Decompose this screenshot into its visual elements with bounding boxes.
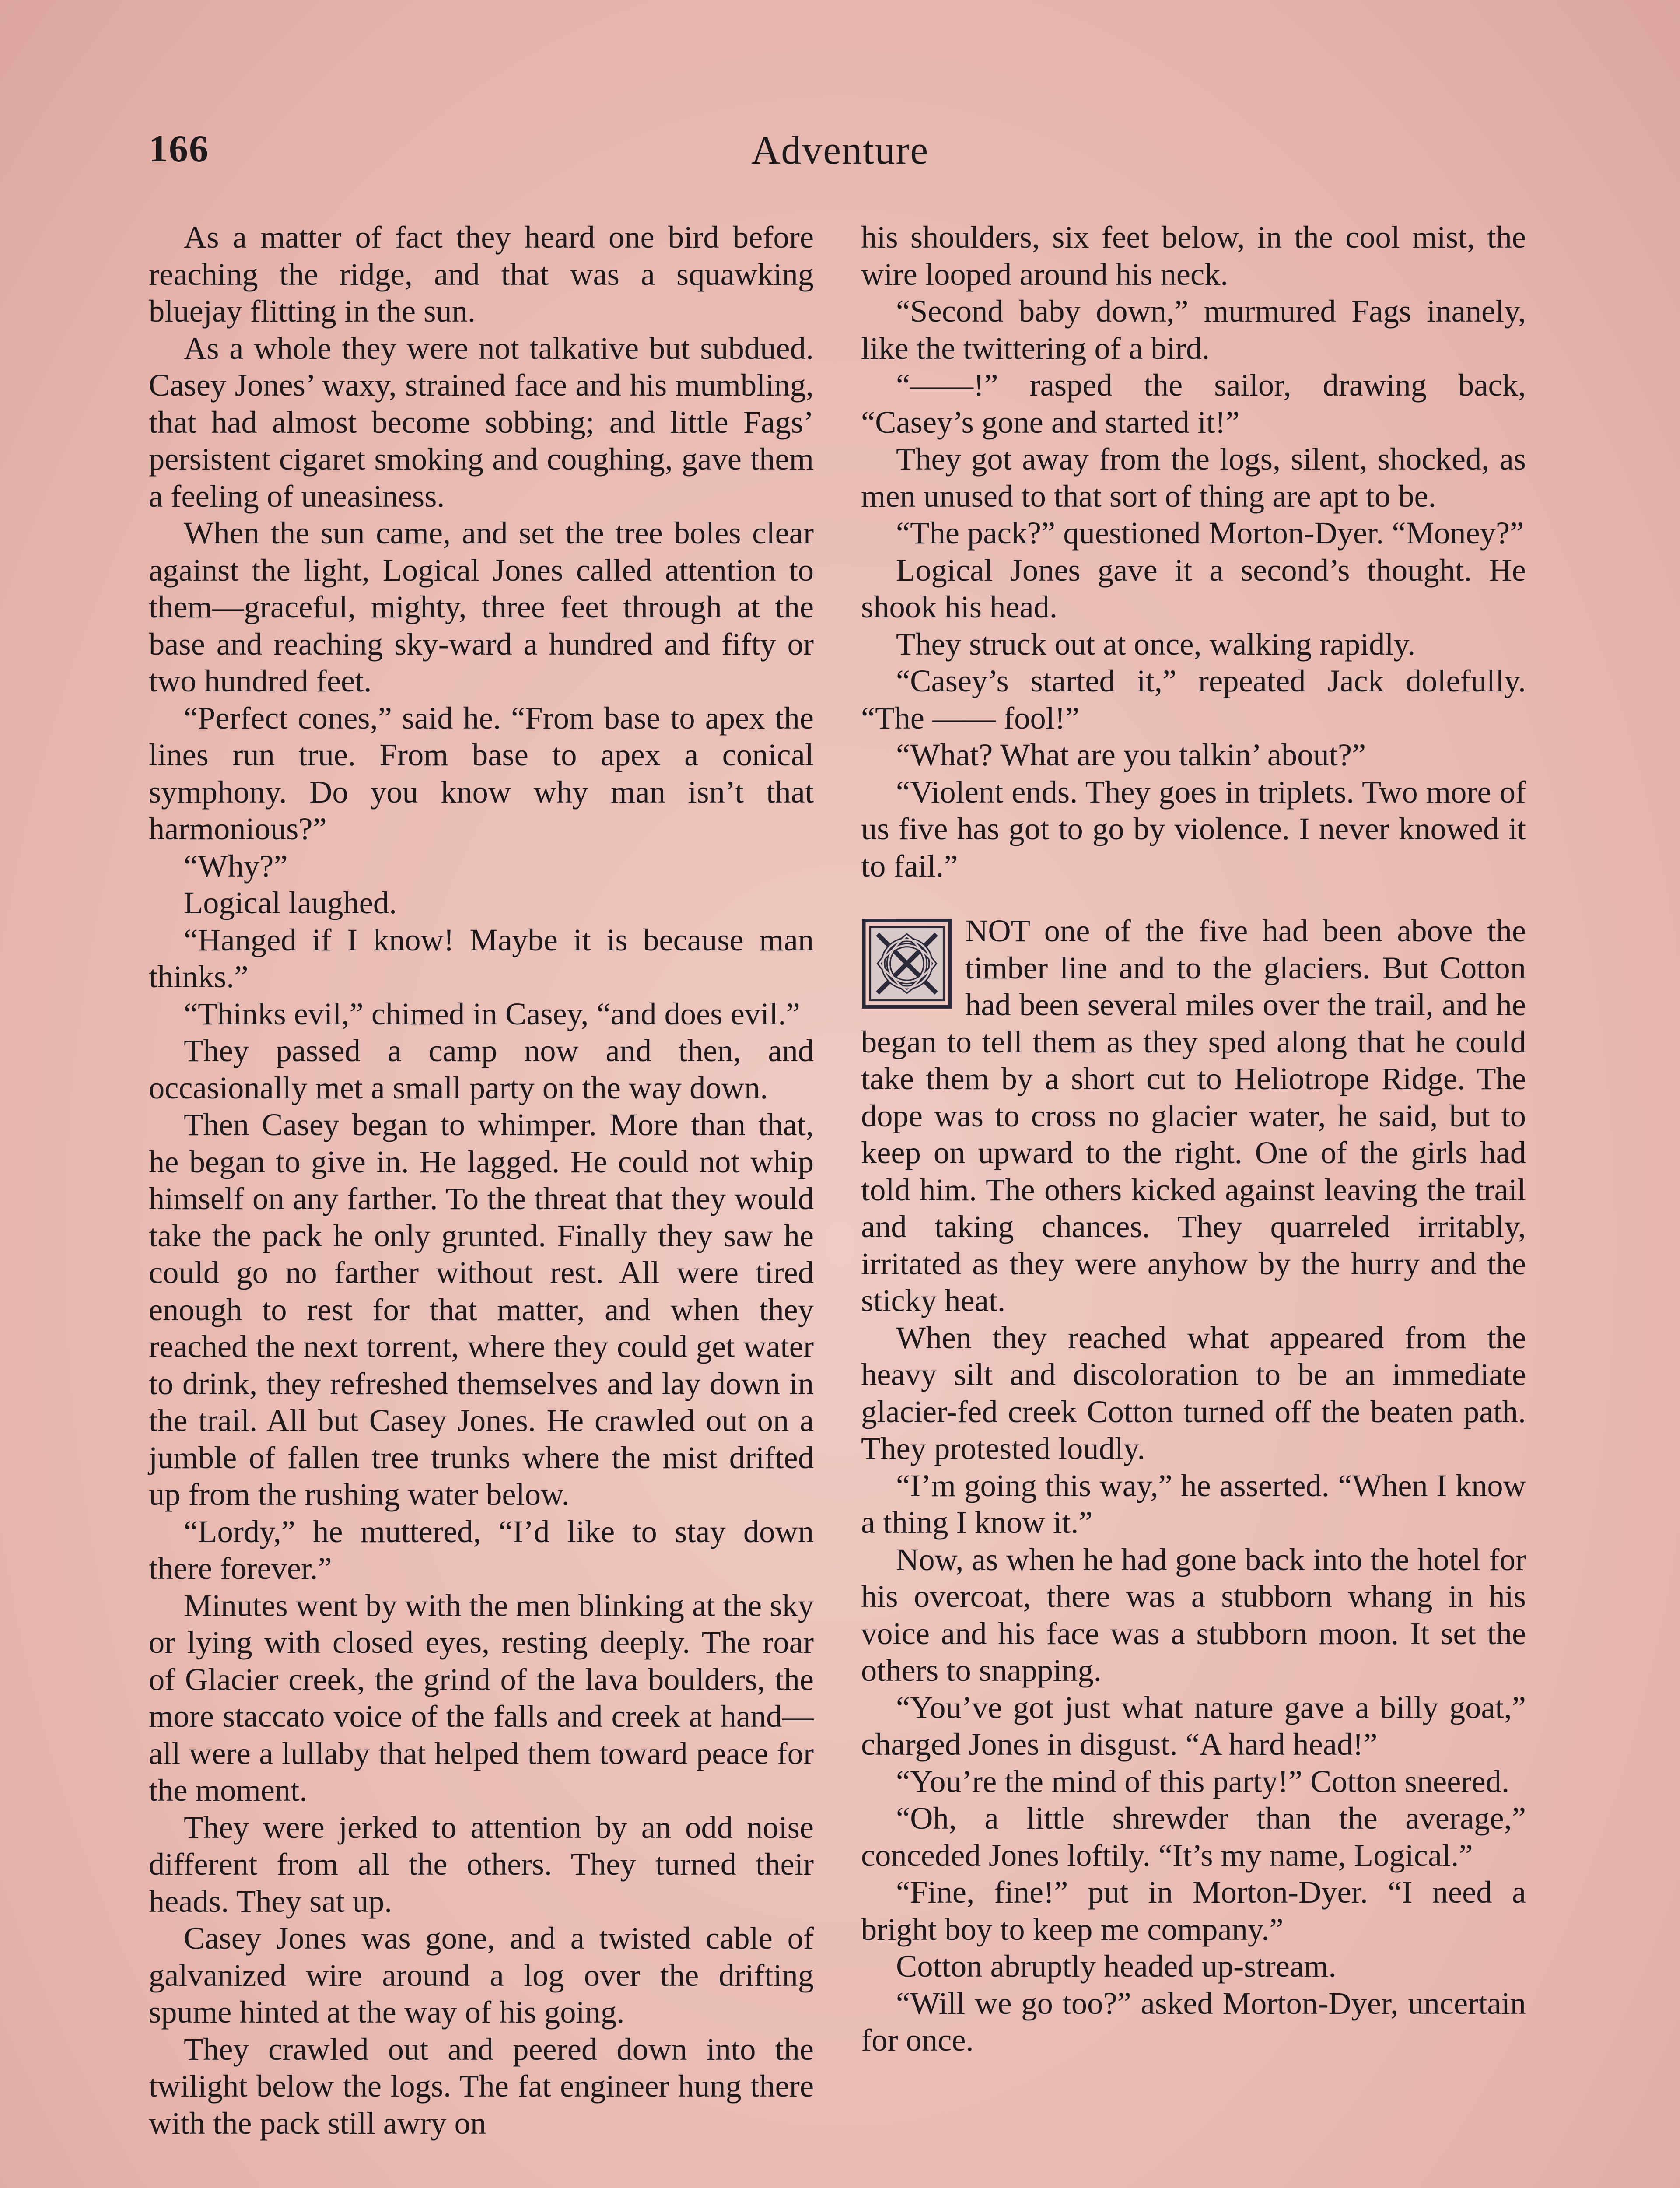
paragraph: They were jerked to attention by an odd noise different from all the others. They turned their heads. They sat up. <box>149 1809 814 1919</box>
page-number: 166 <box>149 128 209 170</box>
paragraph: Casey Jones was gone, and a twisted cable of galvanized wire around a log over the drifting spume hinted at the way of his going. <box>149 1920 814 2030</box>
paragraph: “——!” rasped the sailor, drawing back, “Casey’s gone and started it!” <box>861 367 1526 440</box>
paragraph: When they reached what appeared from the heavy silt and discoloration to be an immediate glacier-fed creek Cotton turned off the beaten path. They protested loudly. <box>861 1319 1526 1466</box>
paragraph: Now, as when he had gone back into the hotel for his overcoat, there was a stubborn whang in his voice and his face was a stubborn moon. It set the others to snapping. <box>861 1541 1526 1688</box>
paragraph: “Will we go too?” asked Morton-Dyer, uncertain for once. <box>861 1985 1526 2058</box>
paragraph: “Second baby down,” murmured Fags inanely, like the twittering of a bird. <box>861 293 1526 366</box>
left-column <box>149 219 814 2142</box>
paragraph: Logical Jones gave it a second’s thought. He shook his head. <box>861 552 1526 624</box>
paragraph: “Fine, fine!” put in Morton-Dyer. “I need a bright boy to keep me company.” <box>861 1874 1526 1947</box>
paragraph: “Violent ends. They goes in triplets. Two more of us five has got to go by violence. I never knowed it to fail.” <box>861 774 1526 884</box>
right-column <box>861 219 1526 2059</box>
running-title: Adventure <box>751 128 929 172</box>
paragraph: “You’re the mind of this party!” Cotton sneered. <box>896 1763 1510 1799</box>
paragraph: Then Casey began to whimper. More than that, he began to give in. He lagged. He could not whip himself on any farther. To the threat that they would take the pack he only grunted. Finally they saw he could go no farther without rest. All were tired enough to rest for that matter, and when they reached the next torrent, where they could get water to drink, they refreshed themselves and lay down in the trail. All but Casey Jones. He crawled out on a jumble of fallen tree trunks where the mist drifted up from the rushing water below. <box>149 1107 814 1512</box>
paragraph: “Casey’s started it,” repeated Jack dolefully. “The —— fool!” <box>861 663 1526 736</box>
paragraph: “Lordy,” he muttered, “I’d like to stay down there forever.” <box>149 1513 814 1586</box>
paragraph: “Why?” <box>184 848 288 884</box>
paragraph: Minutes went by with the men blinking at the sky or lying with closed eyes, resting deeply. The roar of Glacier creek, the grind of the lava boulders, the more staccato voice of the falls and creek at hand—all were a lullaby that helped them toward peace for the moment. <box>149 1587 814 1808</box>
paragraph: “I’m going this way,” he asserted. “When I know a thing I know it.” <box>861 1467 1526 1540</box>
paragraph: “What? What are you talkin’ about?” <box>896 737 1366 772</box>
paragraph: Logical laughed. <box>184 885 397 920</box>
paragraph: “Oh, a little shrewder than the average,” conceded Jones loftily. “It’s my name, Logical.” <box>861 1800 1526 1873</box>
paragraph: “The pack?” questioned Morton-Dyer. “Money?” <box>896 515 1524 551</box>
paragraph: As a matter of fact they heard one bird before reaching the ridge, and that was a squawking bluejay flitting in the sun. <box>149 219 814 329</box>
paragraph: They got away from the logs, silent, shocked, as men unused to that sort of thing are apt to be. <box>861 441 1526 514</box>
paragraph: They struck out at once, walking rapidly. <box>896 626 1416 662</box>
paragraph: They crawled out and peered down into the twilight below the logs. The fat engineer hung there with the pack still awry on <box>149 2031 814 2141</box>
section-opening-paragraph: NOT one of the five had been above the timber line and to the glaciers. But Cotton had been several miles over the trail, and he began to tell them as they sped along that he could take them by a short cut to Heliotrope Ridge. The dope was to cross no glacier water, he said, but to keep on upward to the right. One of the girls had told him. The others kicked against leaving the trail and taking chances. They quarreled irritably, irritated as they were anyhow by the hurry and the sticky heat. <box>861 913 1526 1318</box>
paragraph: “Perfect cones,” said he. “From base to apex the lines run true. From base to apex a conical symphony. Do you know why man isn’t that harmonious?” <box>149 700 814 846</box>
paragraph: “Thinks evil,” chimed in Casey, “and does evil.” <box>184 996 800 1031</box>
paragraph: When the sun came, and set the tree boles clear against the light, Logical Jones called attention to them—graceful, mighty, three feet through at the base and reaching sky-ward a hundred and fifty or two hundred feet. <box>149 515 814 698</box>
paragraph: As a whole they were not talkative but subdued. Casey Jones’ waxy, strained face and his mumbling, that had almost become sobbing; and little Fags’ persistent cigaret smoking and coughing, gave them a feeling of uneasiness. <box>149 330 814 514</box>
section-break <box>861 884 1526 912</box>
paragraph: his shoulders, six feet below, in the cool mist, the wire looped around his neck. <box>861 219 1526 292</box>
paragraph: “Hanged if I know! Maybe it is because man thinks.” <box>149 922 814 994</box>
paragraph: They passed a camp now and then, and occasionally met a small party on the way down. <box>149 1033 814 1105</box>
paragraph: “You’ve got just what nature gave a billy goat,” charged Jones in disgust. “A hard head!” <box>861 1689 1526 1762</box>
paragraph: Cotton abruptly headed up-stream. <box>896 1948 1337 1984</box>
page-header <box>149 123 1531 184</box>
